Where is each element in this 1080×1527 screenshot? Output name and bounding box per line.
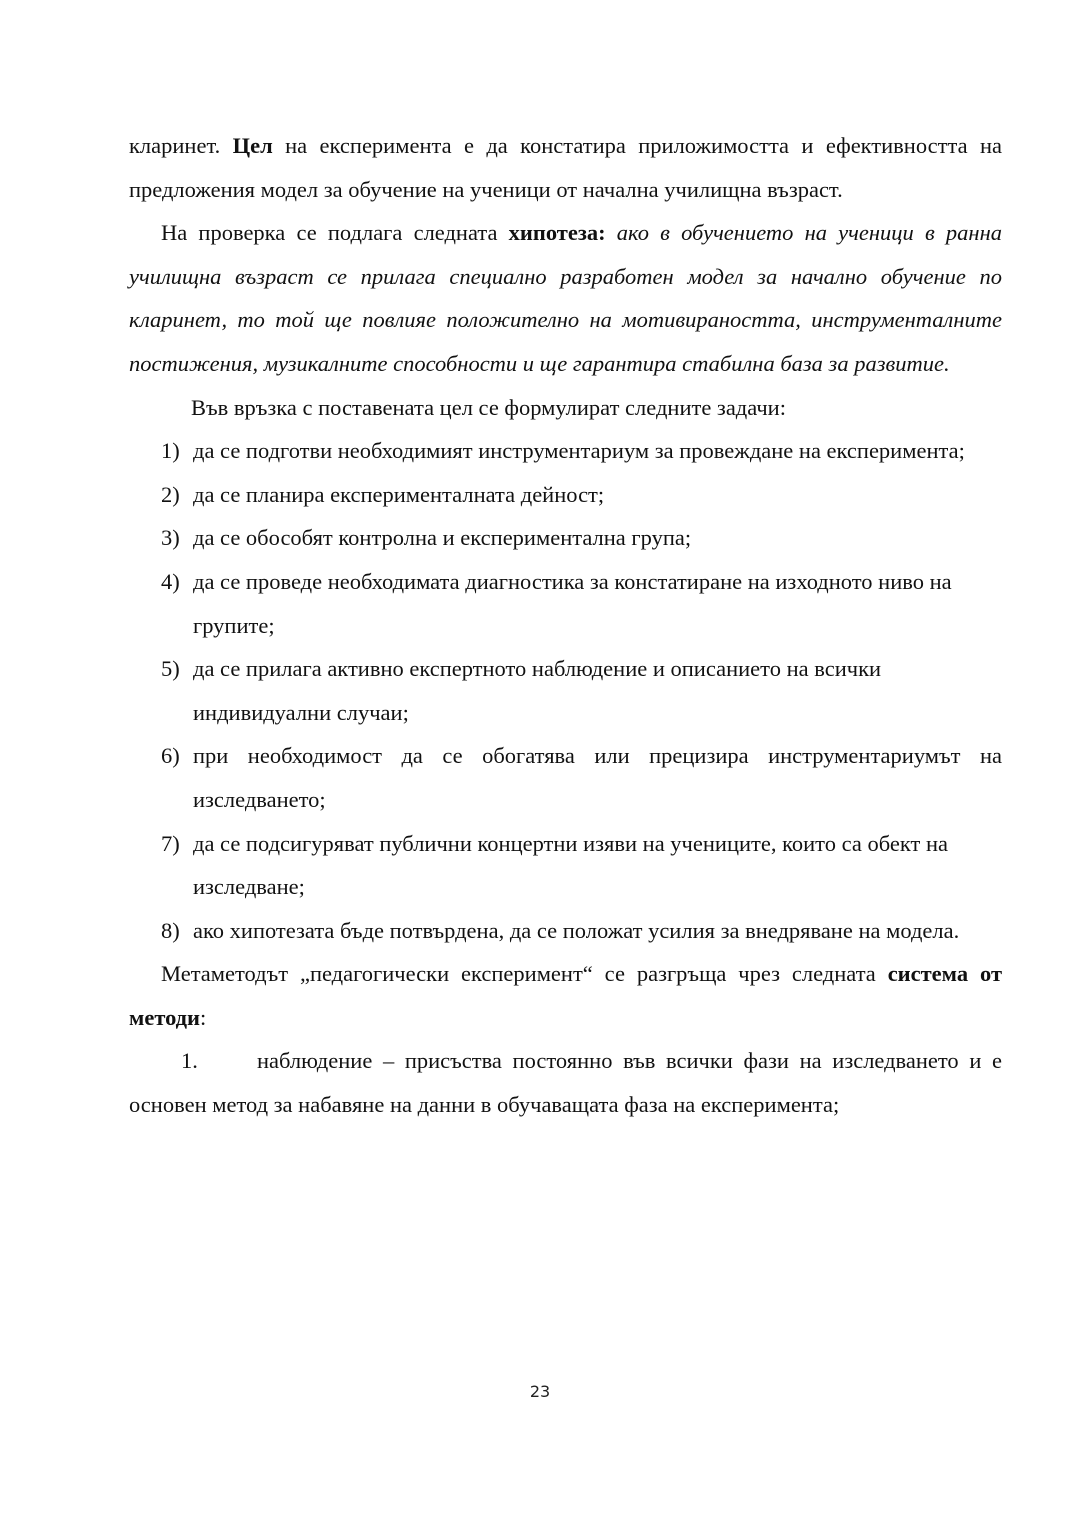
task-number: 8) <box>161 917 180 943</box>
task-item <box>129 734 1002 821</box>
tasks-intro: Във връзка с поставената цел се формулират следните задачи: <box>191 394 786 420</box>
task-text: ако хипотезата бъде потвърдена, да се положат усилия за внедряване на модела. <box>193 917 960 943</box>
task-item <box>129 560 1002 647</box>
goal-lead: кларинет. <box>129 133 233 158</box>
method-number: 1. <box>181 1048 198 1074</box>
hypothesis-lead: На проверка се подлага следната <box>161 220 509 246</box>
goal-text: на експеримента е да констатира приложимостта и ефективността на предложения модел за обучение на ученици от начална училищна възраст. <box>129 133 1002 202</box>
task-number: 3) <box>161 525 180 551</box>
page-number: 23 <box>529 1382 551 1401</box>
metamethod-tail: : <box>200 1004 207 1030</box>
task-number: 2) <box>161 481 180 507</box>
methods-system-label: система от методи <box>129 961 1002 1030</box>
task-text: да се подсигуряват публични концертни изяви на учениците, които са обект на изследване; <box>193 830 948 900</box>
task-number: 7) <box>161 830 180 856</box>
hypothesis-label: хипотеза: <box>508 220 606 246</box>
task-text: при необходимост да се обогатява или прецизира инструментариумът на изследването; <box>193 743 1002 812</box>
method-item <box>129 1039 1002 1126</box>
metamethod-paragraph <box>129 952 1002 1039</box>
metamethod-lead: Метаметодът „педагогически експеримент“ се разгръща чрез следната <box>161 961 888 987</box>
hypothesis-paragraph <box>129 211 1002 385</box>
method-text: наблюдение – присъства постоянно във всички фази на изследването и е основен метод за набавяне на данни в обучаващата фаза на експеримента; <box>129 1048 1002 1118</box>
task-number: 6) <box>161 743 180 769</box>
task-item <box>129 909 1002 953</box>
goal-paragraph <box>129 124 1002 211</box>
task-text: да се планира експерименталната дейност; <box>193 481 605 507</box>
tasks-list <box>129 429 1002 952</box>
task-item <box>129 647 1002 734</box>
task-item <box>129 429 1002 473</box>
goal-label: Цел <box>232 133 273 158</box>
task-item <box>129 516 1002 560</box>
task-number: 5) <box>161 656 180 682</box>
task-number: 4) <box>161 568 180 594</box>
task-item <box>129 822 1002 909</box>
task-text: да се подготви необходимият инструментариум за провеждане на експеримента; <box>193 438 965 464</box>
document-page <box>129 124 1002 1127</box>
task-text: да се обособят контролна и експериментална група; <box>193 525 692 551</box>
task-number: 1) <box>161 438 180 464</box>
task-item <box>129 473 1002 517</box>
task-text: да се проведе необходимата диагностика за констатиране на изходното ниво на групите; <box>193 568 952 638</box>
hypothesis-text: ако в обучението на ученици в ранна училищна възраст се прилага специално разработен модел за начално обучение по кларинет, то той ще повлияе положително на мотивираността, инструменталните постижения, музикалните способности и ще гарантира стабилна база за развитие. <box>129 220 1002 376</box>
task-text: да се прилага активно експертното наблюдение и описанието на всички индивидуални случаи; <box>193 656 882 725</box>
